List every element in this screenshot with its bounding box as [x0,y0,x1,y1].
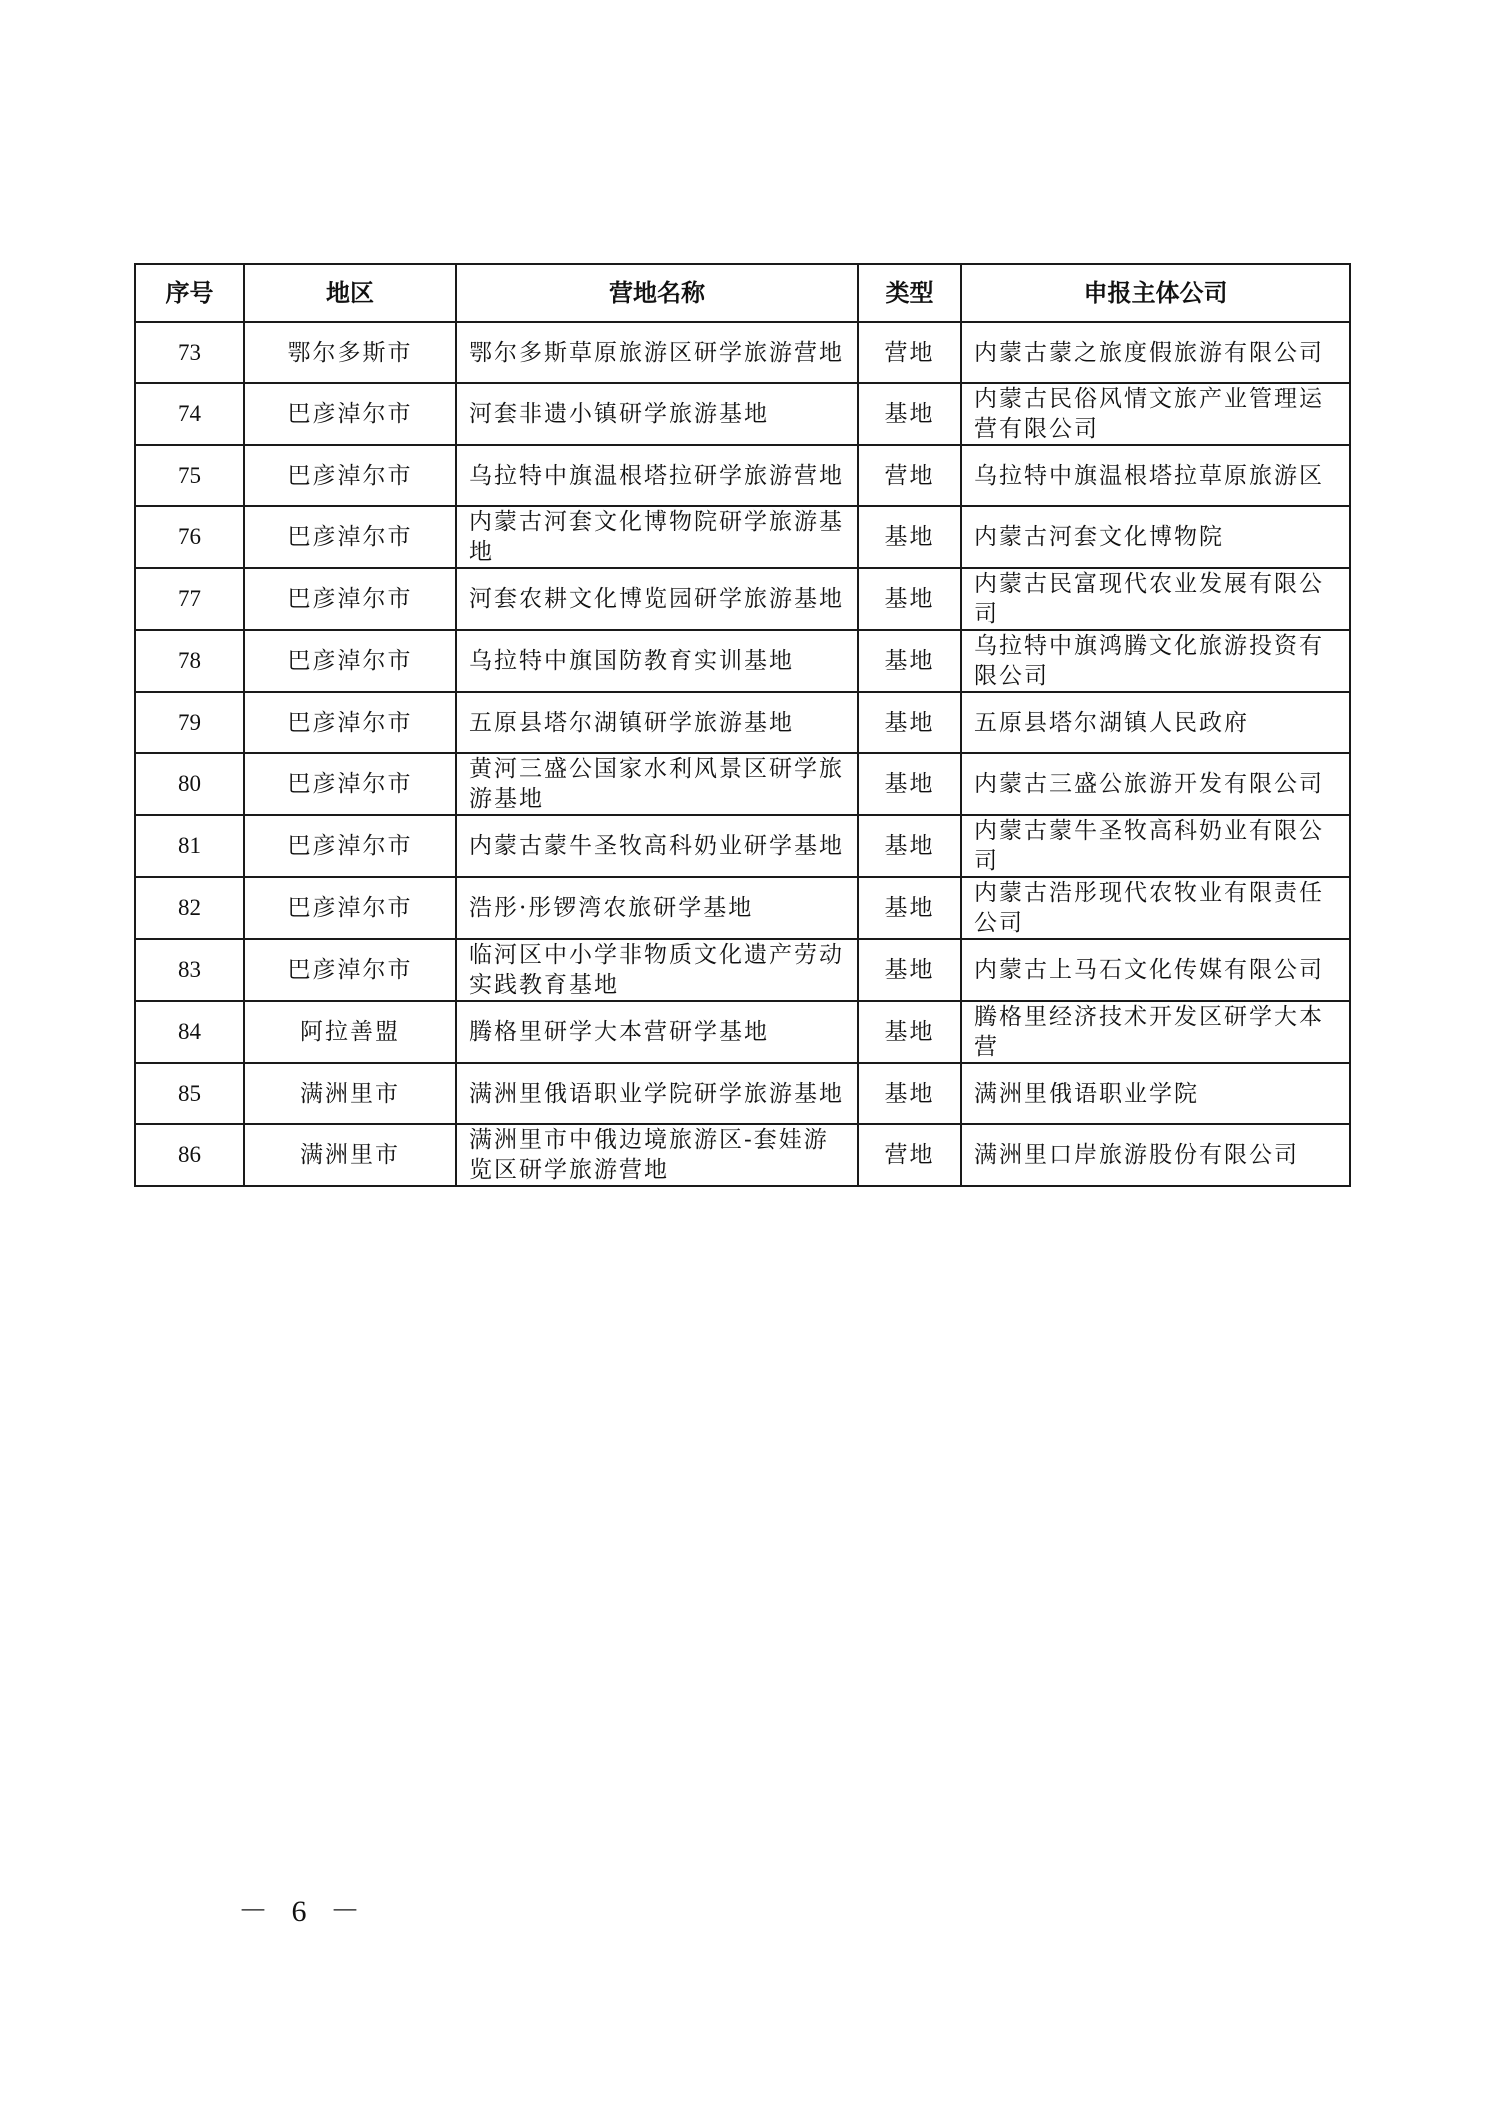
camp-name-cell: 河套农耕文化博览园研学旅游基地 [456,568,858,630]
applicant-company-cell: 内蒙古河套文化博物院 [961,506,1350,568]
table-header-row [135,264,1350,322]
applicant-company-cell: 乌拉特中旗鸿腾文化旅游投资有限公司 [961,630,1350,692]
table-row [135,568,1350,630]
serial-number-cell: 77 [135,568,244,630]
type-cell: 基地 [858,1063,961,1124]
type-cell: 基地 [858,692,961,753]
camp-name-cell: 鄂尔多斯草原旅游区研学旅游营地 [456,322,858,383]
region-cell: 巴彦淖尔市 [244,939,456,1001]
region-cell: 满洲里市 [244,1124,456,1186]
table-row [135,815,1350,877]
table-row [135,1063,1350,1124]
serial-number-cell: 73 [135,322,244,383]
type-cell: 基地 [858,383,961,445]
camp-name-cell: 乌拉特中旗温根塔拉研学旅游营地 [456,445,858,506]
region-cell: 巴彦淖尔市 [244,445,456,506]
applicant-company-cell: 内蒙古民富现代农业发展有限公司 [961,568,1350,630]
header-serial-number: 序号 [135,264,244,322]
camp-name-cell: 腾格里研学大本营研学基地 [456,1001,858,1063]
serial-number-cell: 84 [135,1001,244,1063]
applicant-company-cell: 内蒙古蒙之旅度假旅游有限公司 [961,322,1350,383]
applicant-company-cell: 内蒙古民俗风情文旅产业管理运营有限公司 [961,383,1350,445]
type-cell: 基地 [858,815,961,877]
type-cell: 营地 [858,445,961,506]
serial-number-cell: 75 [135,445,244,506]
table-row [135,445,1350,506]
region-cell: 阿拉善盟 [244,1001,456,1063]
serial-number-cell: 78 [135,630,244,692]
region-cell: 巴彦淖尔市 [244,630,456,692]
serial-number-cell: 79 [135,692,244,753]
region-cell: 巴彦淖尔市 [244,568,456,630]
type-cell: 基地 [858,630,961,692]
applicant-company-cell: 内蒙古三盛公旅游开发有限公司 [961,753,1350,815]
region-cell: 巴彦淖尔市 [244,877,456,939]
region-cell: 满洲里市 [244,1063,456,1124]
table-row [135,877,1350,939]
type-cell: 基地 [858,568,961,630]
region-cell: 巴彦淖尔市 [244,506,456,568]
camp-name-cell: 乌拉特中旗国防教育实训基地 [456,630,858,692]
region-cell: 鄂尔多斯市 [244,322,456,383]
header-region: 地区 [244,264,456,322]
header-type: 类型 [858,264,961,322]
serial-number-cell: 83 [135,939,244,1001]
table-row [135,753,1350,815]
type-cell: 基地 [858,877,961,939]
camp-name-cell: 内蒙古蒙牛圣牧高科奶业研学基地 [456,815,858,877]
applicant-company-cell: 满洲里口岸旅游股份有限公司 [961,1124,1350,1186]
table-row [135,939,1350,1001]
camp-name-cell: 内蒙古河套文化博物院研学旅游基地 [456,506,858,568]
serial-number-cell: 82 [135,877,244,939]
type-cell: 基地 [858,1001,961,1063]
table-row [135,506,1350,568]
applicant-company-cell: 内蒙古蒙牛圣牧高科奶业有限公司 [961,815,1350,877]
camp-name-cell: 满洲里市中俄边境旅游区-套娃游览区研学旅游营地 [456,1124,858,1186]
type-cell: 基地 [858,506,961,568]
applicant-company-cell: 五原县塔尔湖镇人民政府 [961,692,1350,753]
region-cell: 巴彦淖尔市 [244,815,456,877]
type-cell: 基地 [858,939,961,1001]
camp-name-cell: 五原县塔尔湖镇研学旅游基地 [456,692,858,753]
table-body [135,322,1350,1186]
applicant-company-cell: 内蒙古上马石文化传媒有限公司 [961,939,1350,1001]
serial-number-cell: 85 [135,1063,244,1124]
region-cell: 巴彦淖尔市 [244,753,456,815]
serial-number-cell: 80 [135,753,244,815]
table-row [135,630,1350,692]
serial-number-cell: 86 [135,1124,244,1186]
type-cell: 基地 [858,753,961,815]
applicant-company-cell: 满洲里俄语职业学院 [961,1063,1350,1124]
page-number: － 6 － [238,1895,368,1928]
header-camp-name: 营地名称 [456,264,858,322]
table-row [135,383,1350,445]
table-row [135,1001,1350,1063]
camp-name-cell: 浩彤·彤锣湾农旅研学基地 [456,877,858,939]
table-row [135,692,1350,753]
applicant-company-cell: 乌拉特中旗温根塔拉草原旅游区 [961,445,1350,506]
applicant-company-cell: 内蒙古浩彤现代农牧业有限责任公司 [961,877,1350,939]
region-cell: 巴彦淖尔市 [244,383,456,445]
type-cell: 营地 [858,322,961,383]
table-row [135,322,1350,383]
camp-name-cell: 河套非遗小镇研学旅游基地 [456,383,858,445]
camp-name-cell: 临河区中小学非物质文化遗产劳动实践教育基地 [456,939,858,1001]
camp-name-cell: 黄河三盛公国家水利风景区研学旅游基地 [456,753,858,815]
camp-name-cell: 满洲里俄语职业学院研学旅游基地 [456,1063,858,1124]
type-cell: 营地 [858,1124,961,1186]
serial-number-cell: 76 [135,506,244,568]
region-cell: 巴彦淖尔市 [244,692,456,753]
applicant-company-cell: 腾格里经济技术开发区研学大本营 [961,1001,1350,1063]
camp-list-table [134,263,1351,1187]
header-applicant-company: 申报主体公司 [961,264,1350,322]
serial-number-cell: 74 [135,383,244,445]
serial-number-cell: 81 [135,815,244,877]
table-row [135,1124,1350,1186]
